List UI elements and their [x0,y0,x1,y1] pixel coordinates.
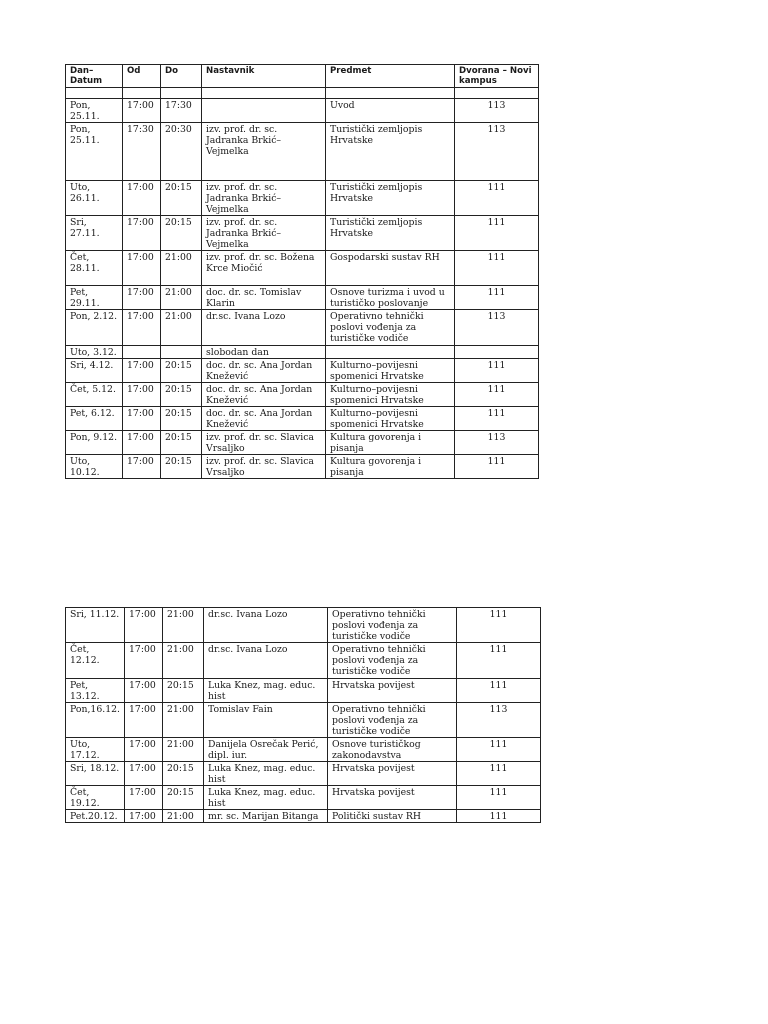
cell-predmet: Osnove turizma i uvod u turističko poslovanje [326,286,455,310]
table-row [66,738,541,762]
cell-nastavnik: mr. sc. Marijan Bitanga [204,810,328,823]
table-row [66,251,539,286]
cell-dan: Sri, 11.12. [66,608,125,643]
table-row [66,407,539,431]
cell-nastavnik: Danijela Osrečak Perić, dipl. iur. [204,738,328,762]
cell-nastavnik: doc. dr. sc. Ana Jordan Knežević [202,383,326,407]
cell-nastavnik: izv. prof. dr. sc. Božena Krce Miočić [202,251,326,286]
cell-nastavnik: izv. prof. dr. sc. Jadranka Brkić–Vejmelka [202,123,326,181]
header-spacer-row [66,88,539,99]
cell-do: 20:15 [161,383,202,407]
table-row [66,310,539,346]
schedule-table-1-body [66,99,539,479]
cell-nastavnik: doc. dr. sc. Ana Jordan Knežević [202,359,326,383]
cell-dan: Sri, 27.11. [66,216,123,251]
cell-predmet: Kultura govorenja i pisanja [326,431,455,455]
header-row [66,65,539,88]
cell-predmet: Osnove turističkog zakonodavstva [328,738,457,762]
cell-nastavnik: dr.sc. Ivana Lozo [204,608,328,643]
cell-od: 17:00 [123,359,161,383]
schedule-table-2-body [66,608,541,823]
cell-do: 21:00 [163,608,204,643]
table-row [66,786,541,810]
cell-dan: Pet, 13.12. [66,679,125,703]
cell-dan: Sri, 18.12. [66,762,125,786]
cell-do: 20:15 [161,216,202,251]
cell-od: 17:00 [125,679,163,703]
cell-nastavnik: Tomislav Fain [204,703,328,738]
table-row [66,608,541,643]
table-row [66,762,541,786]
cell-do: 20:15 [163,762,204,786]
cell-dvorana: 111 [457,608,541,643]
cell-dan: Pet.20.12. [66,810,125,823]
cell-nastavnik: doc. dr. sc. Ana Jordan Knežević [202,407,326,431]
cell-do: 21:00 [163,738,204,762]
schedule-table-1 [65,64,539,479]
cell-od: 17:00 [123,99,161,123]
cell-dan: Sri, 4.12. [66,359,123,383]
cell-predmet: Hrvatska povijest [328,762,457,786]
cell-do: 20:15 [161,431,202,455]
cell-dvorana: 111 [455,359,539,383]
table-row [66,810,541,823]
cell-dvorana: 111 [455,383,539,407]
cell-predmet: Operativno tehnički poslovi vođenja za turističke vodiče [328,608,457,643]
cell-do: 20:30 [161,123,202,181]
cell-dan: Uto, 17.12. [66,738,125,762]
cell-do: 20:15 [161,181,202,216]
cell-od: 17:00 [125,786,163,810]
cell-dan: Uto, 10.12. [66,455,123,479]
cell-do: 20:15 [161,407,202,431]
cell-nastavnik: doc. dr. sc. Tomislav Klarin [202,286,326,310]
cell-od: 17:00 [123,181,161,216]
cell-dvorana: 113 [457,703,541,738]
cell-od: 17:00 [123,216,161,251]
table-row [66,216,539,251]
table-row [66,431,539,455]
cell-dan: Čet, 12.12. [66,643,125,679]
cell-nastavnik: izv. prof. dr. sc. Jadranka Brkić–Vejmelka [202,216,326,251]
table-row [66,643,541,679]
cell-predmet: Operativno tehnički poslovi vođenja za turističke vodiče [326,310,455,346]
table-row [66,383,539,407]
cell-dvorana: 111 [455,216,539,251]
cell-od: 17:00 [123,286,161,310]
table-row [66,455,539,479]
cell-od: 17:00 [123,310,161,346]
cell-do: 20:15 [161,455,202,479]
table-row [66,123,539,181]
table-row [66,679,541,703]
cell-nastavnik: dr.sc. Ivana Lozo [204,643,328,679]
header-od: Od [123,65,161,88]
header-nastavnik: Nastavnik [202,65,326,88]
cell-dvorana: 111 [455,286,539,310]
schedule-table-2 [65,607,541,823]
header-dan-datum: Dan– Datum [66,65,123,88]
cell-do: 20:15 [163,786,204,810]
cell-predmet: Operativno tehnički poslovi vođenja za turističke vodiče [328,643,457,679]
table-row [66,703,541,738]
cell-od: 17:00 [125,703,163,738]
cell-dan: Čet, 28.11. [66,251,123,286]
cell-do: 21:00 [161,251,202,286]
cell-do: 21:00 [163,810,204,823]
header-dvorana: Dvorana – Novi kampus [455,65,539,88]
cell-dvorana: 113 [455,431,539,455]
cell-predmet: Uvod [326,99,455,123]
cell-predmet: Gospodarski sustav RH [326,251,455,286]
cell-dan: Pet, 6.12. [66,407,123,431]
cell-od: 17:00 [123,455,161,479]
cell-od [123,346,161,359]
cell-predmet: Politički sustav RH [328,810,457,823]
cell-predmet: Operativno tehnički poslovi vođenja za turističke vodiče [328,703,457,738]
cell-dvorana: 111 [457,810,541,823]
cell-dvorana: 113 [455,123,539,181]
cell-predmet [326,346,455,359]
table-row [66,346,539,359]
cell-nastavnik: slobodan dan [202,346,326,359]
cell-nastavnik: izv. prof. dr. sc. Slavica Vrsaljko [202,431,326,455]
cell-do: 20:15 [163,679,204,703]
cell-dvorana: 111 [457,762,541,786]
cell-od: 17:00 [123,251,161,286]
cell-nastavnik: dr.sc. Ivana Lozo [202,310,326,346]
cell-predmet: Turistički zemljopis Hrvatske [326,123,455,181]
cell-od: 17:00 [125,810,163,823]
cell-dvorana: 113 [455,310,539,346]
cell-dan: Pon,16.12. [66,703,125,738]
cell-dan: Pon, 25.11. [66,99,123,123]
cell-dvorana: 111 [457,643,541,679]
cell-predmet: Kulturno–povijesni spomenici Hrvatske [326,407,455,431]
cell-dvorana: 111 [455,455,539,479]
cell-od: 17:00 [125,738,163,762]
cell-nastavnik: Luka Knez, mag. educ. hist [204,679,328,703]
cell-do: 21:00 [163,703,204,738]
cell-od: 17:00 [125,762,163,786]
cell-od: 17:00 [125,643,163,679]
cell-dan: Uto, 3.12. [66,346,123,359]
cell-od: 17:30 [123,123,161,181]
table-row [66,286,539,310]
header-predmet: Predmet [326,65,455,88]
cell-do [161,346,202,359]
cell-dan: Čet, 5.12. [66,383,123,407]
cell-predmet: Kulturno–povijesni spomenici Hrvatske [326,359,455,383]
cell-do: 21:00 [163,643,204,679]
header-do: Do [161,65,202,88]
cell-dan: Pon, 9.12. [66,431,123,455]
cell-predmet: Turistički zemljopis Hrvatske [326,181,455,216]
cell-dvorana: 113 [455,99,539,123]
cell-dan: Pet, 29.11. [66,286,123,310]
cell-do: 20:15 [161,359,202,383]
cell-dan: Pon, 25.11. [66,123,123,181]
cell-nastavnik: Luka Knez, mag. educ. hist [204,762,328,786]
cell-od: 17:00 [123,383,161,407]
cell-do: 21:00 [161,286,202,310]
cell-od: 17:00 [125,608,163,643]
cell-predmet: Kultura govorenja i pisanja [326,455,455,479]
cell-predmet: Hrvatska povijest [328,679,457,703]
cell-dvorana: 111 [457,786,541,810]
cell-dvorana: 111 [457,738,541,762]
table-row [66,181,539,216]
cell-dvorana: 111 [455,181,539,216]
cell-dvorana: 111 [455,407,539,431]
cell-dan: Pon, 2.12. [66,310,123,346]
cell-dan: Uto, 26.11. [66,181,123,216]
cell-do: 21:00 [161,310,202,346]
cell-dvorana: 111 [457,679,541,703]
cell-nastavnik: izv. prof. dr. sc. Slavica Vrsaljko [202,455,326,479]
cell-dan: Čet, 19.12. [66,786,125,810]
cell-predmet: Turistički zemljopis Hrvatske [326,216,455,251]
cell-od: 17:00 [123,431,161,455]
cell-dvorana: 111 [455,251,539,286]
table-row [66,359,539,383]
cell-nastavnik: Luka Knez, mag. educ. hist [204,786,328,810]
cell-do: 17:30 [161,99,202,123]
cell-od: 17:00 [123,407,161,431]
cell-nastavnik: izv. prof. dr. sc. Jadranka Brkić–Vejmelka [202,181,326,216]
cell-predmet: Hrvatska povijest [328,786,457,810]
cell-predmet: Kulturno–povijesni spomenici Hrvatske [326,383,455,407]
table-row [66,99,539,123]
cell-dvorana [455,346,539,359]
cell-nastavnik [202,99,326,123]
